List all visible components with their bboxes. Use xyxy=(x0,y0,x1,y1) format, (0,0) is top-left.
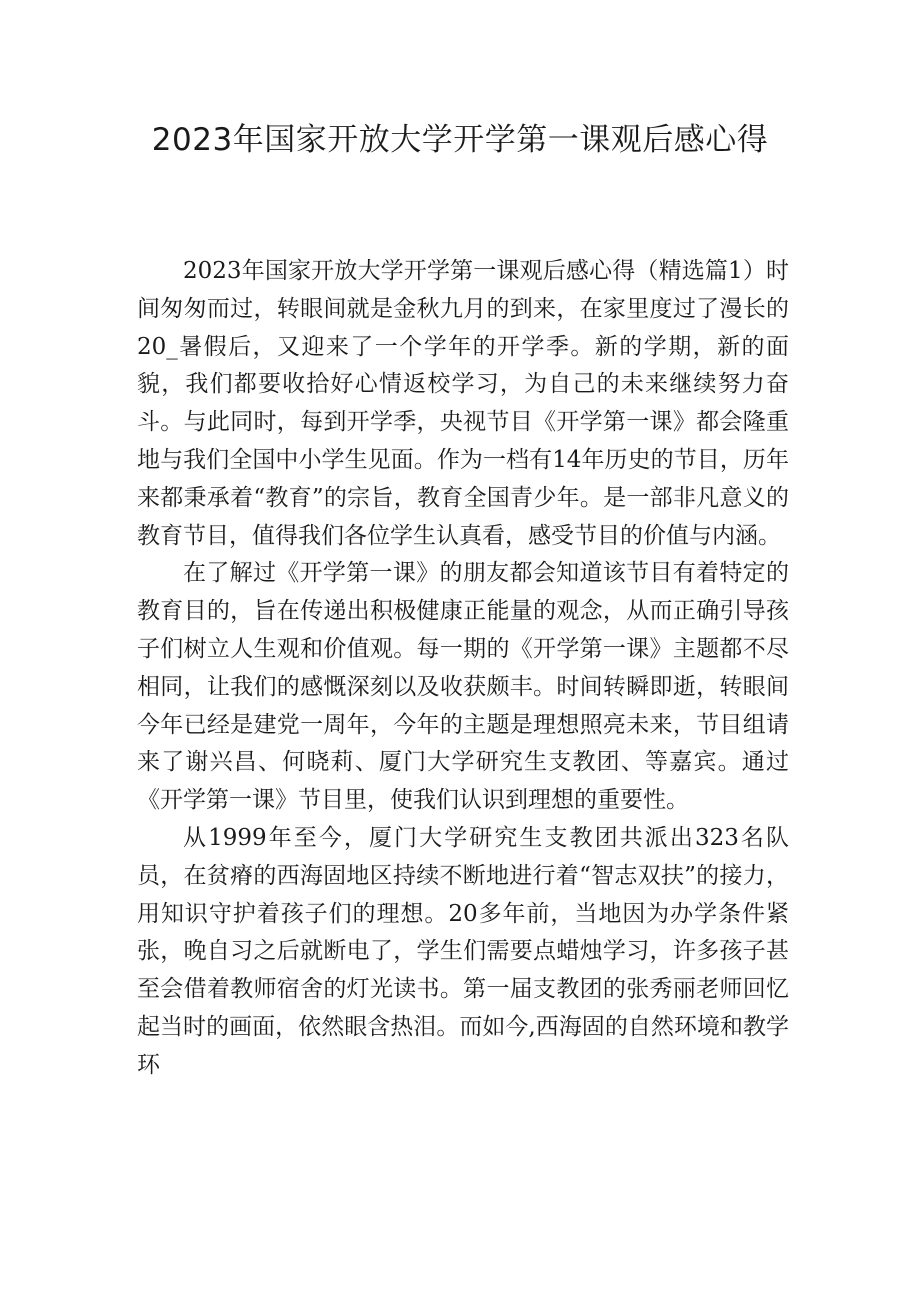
paragraph-1: 2023年国家开放大学开学第一课观后感心得（精选篇1）时间匆匆而过，转眼间就是金秋九月的到来，在家里度过了漫长的20_暑假后，又迎来了一个学年的开学季。新的学期，新的面貌，我们都要收拾好心情返校学习，为自己的未来继续努力奋斗。与此同时，每到开学季，央视节目《开学第一课》都会隆重地与我们全国中小学生见面。作为一档有14年历史的节目，历年来都秉承着“教育”的宗旨，教育全国青少年。是一部非凡意义的教育节目，值得我们各位学生认真看，感受节目的价值与内涵。 xyxy=(137,258,789,549)
paragraph-2: 在了解过《开学第一课》的朋友都会知道该节目有着特定的教育目的，旨在传递出积极健康正能量的观念，从而正确引导孩子们树立人生观和价值观。每一期的《开学第一课》主题都不尽相同，让我们的感慨深刻以及收获颇丰。时间转瞬即逝，转眼间今年已经是建党一周年，今年的主题是理想照亮未来，节目组请来了谢兴昌、何晓莉、厦门大学研究生支教团、等嘉宾。通过《开学第一课》节目里，使我们认识到理想的重要性。 xyxy=(137,560,789,814)
document-body xyxy=(137,253,789,1085)
paragraph-3: 从1999年至今，厦门大学研究生支教团共派出323名队员，在贫瘠的西海固地区持续不断地进行着“智志双扶”的接力，用知识守护着孩子们的理想。20多年前，当地因为办学条件紧张，晚自习之后就断电了，学生们需要点蜡烛学习，许多孩子甚至会借着教师宿舍的灯光读书。第一届支教团的张秀丽老师回忆起当时的画面，依然眼含热泪。而如今,西海固的自然环境和教学环 xyxy=(137,824,789,1078)
document-title: 2023年国家开放大学开学第一课观后感心得 xyxy=(151,122,769,158)
